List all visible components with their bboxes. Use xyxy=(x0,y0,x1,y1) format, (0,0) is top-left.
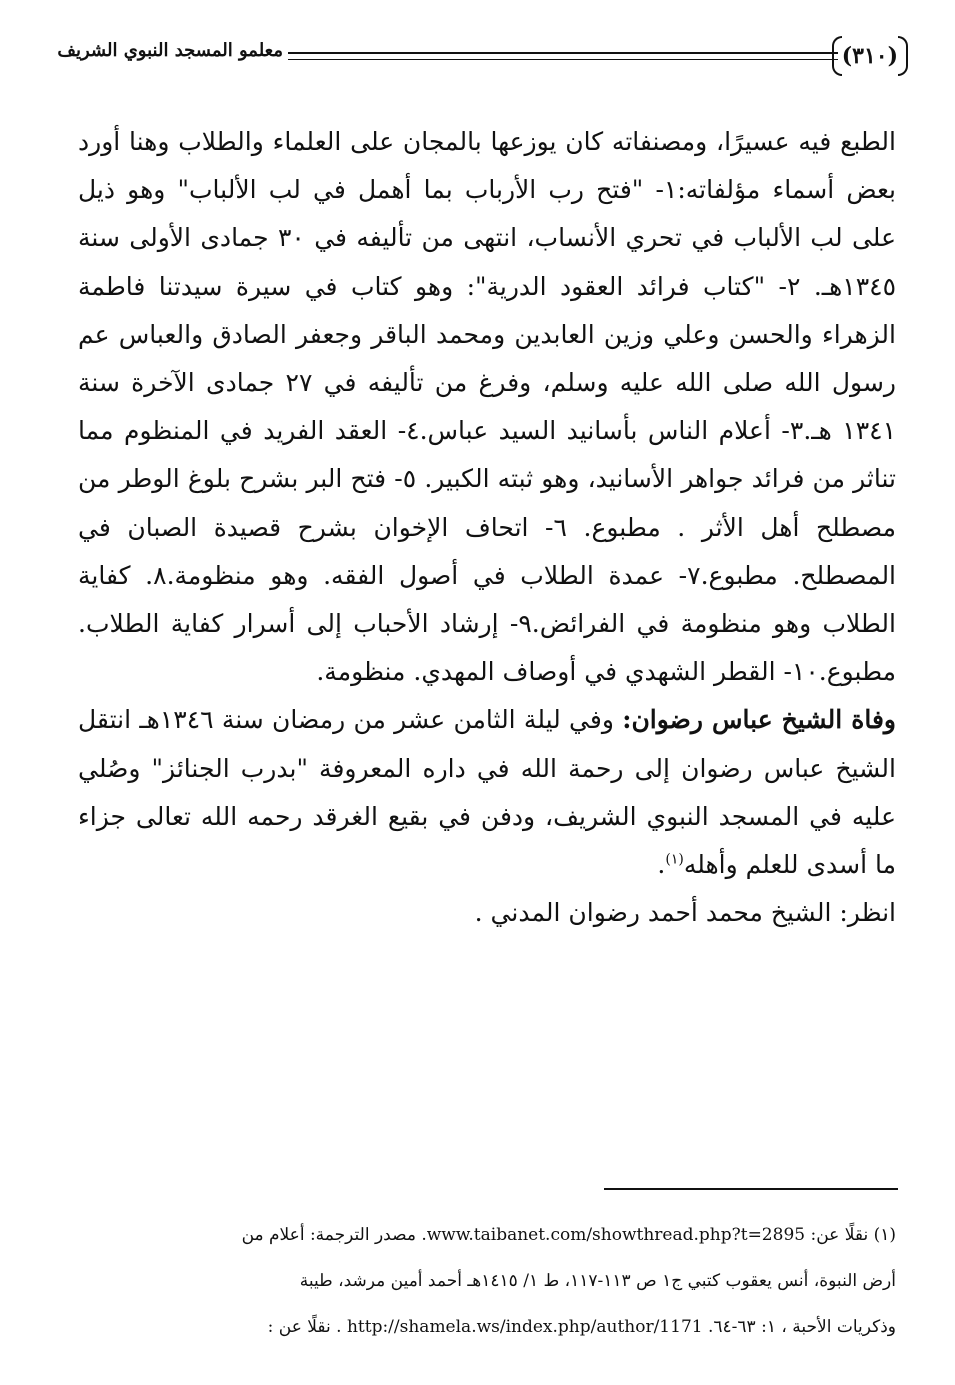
running-title: معلمو المسجد النبوي الشريف xyxy=(57,40,283,61)
footnote-line-2: أرض النبوة، أنس يعقوب كتبي ج١ ص ١١٣-١١٧، ط ١/ ١٤١٥هـ أحمد أمين مرشد، طيبة xyxy=(299,1271,896,1291)
footnote-line-3-suffix: . نقلًا عن : xyxy=(267,1317,347,1337)
footnote xyxy=(78,1212,896,1350)
paragraph-see-also: انظر: الشيخ محمد أحمد رضوان المدني . xyxy=(474,898,896,928)
death-text-end: . xyxy=(657,850,666,880)
section-heading-death: وفاة الشيخ عباس رضوان: xyxy=(622,705,897,735)
footnote-source: . مصدر الترجمة: أعلام من xyxy=(241,1225,427,1245)
death-text: وفي ليلة الثامن عشر من رمضان سنة ١٣٤٦هـ انتقل الشيخ عباس رضوان إلى رحمة الله في داره المعروفة "بدرب الجنائز" وصُلي عليه في المسجد النبوي الشريف، ودفن في بقيع الغرقد رحمه الله تعالى جزاء ما أسدى للعلم وأهله xyxy=(78,705,896,880)
header-rule xyxy=(288,52,838,60)
running-header xyxy=(57,34,908,82)
footnote-line-3-prefix: وذكريات الأحبة ، ١: ٦٣-٦٤. xyxy=(702,1317,896,1337)
footnote-prefix: (١) نقلًا عن: xyxy=(805,1225,896,1245)
page-number-text: (٣١٠) xyxy=(841,43,898,69)
main-text xyxy=(78,118,896,937)
footnote-url-1[interactable]: www.taibanet.com/showthread.php?t=2895 xyxy=(426,1225,806,1245)
paragraph-works: الطبع فيه عسيرًا، ومصنفاته كان يوزعها بالمجان على العلماء والطلاب وهنا أورد بعض أسماء مؤلفاته:١- "فتح رب الأرباب بما أهمل في لب الألباب" وهو ذيل على لب الألباب في تحري الأنساب، انتهى من تأليفه في ٣٠ جمادى الأولى سنة ١٣٤٥هـ. ٢- "كتاب فرائد العقود الدرية": وهو كتاب في سيرة سيدتنا فاطمة الزهراء والحسن وعلي وزين العابدين ومحمد الباقر وجعفر الصادق والعباس عم رسول الله صلى الله عليه وسلم، وفرغ من تأليفه في ٢٧ جمادى الآخرة سنة ١٣٤١ هـ.٣- أعلام الناس بأسانيد السيد عباس.٤- العقد الفريد في المنظوم مما تناثر من فرائد جواهر الأسانيد، وهو ثبته الكبير. ٥- فتح البر بشرح بلوغ الوطر من مصطلح أهل الأثر . مطبوع. ٦- اتحاف الإخوان بشرح قصيدة الصبان في المصطلح. مطبوع.٧- عمدة الطلاب في أصول الفقه. وهو منظومة.٨. كفاية الطلاب وهو منظومة في الفرائض.٩- إرشاد الأحباب إلى أسرار كفاية الطلاب. مطبوع.١٠- القطر الشهدي في أوصاف المهدي. منظومة. xyxy=(78,127,897,687)
paragraph-death xyxy=(78,696,896,889)
page-number xyxy=(832,36,908,76)
footnote-rule xyxy=(604,1188,898,1190)
footnote-ref[interactable]: (١) xyxy=(665,851,684,868)
footnote-url-2[interactable]: http://shamela.ws/index.php/author/1171 xyxy=(346,1317,703,1337)
footnote-line-3 xyxy=(78,1304,896,1350)
footnote-line-1 xyxy=(78,1212,896,1258)
